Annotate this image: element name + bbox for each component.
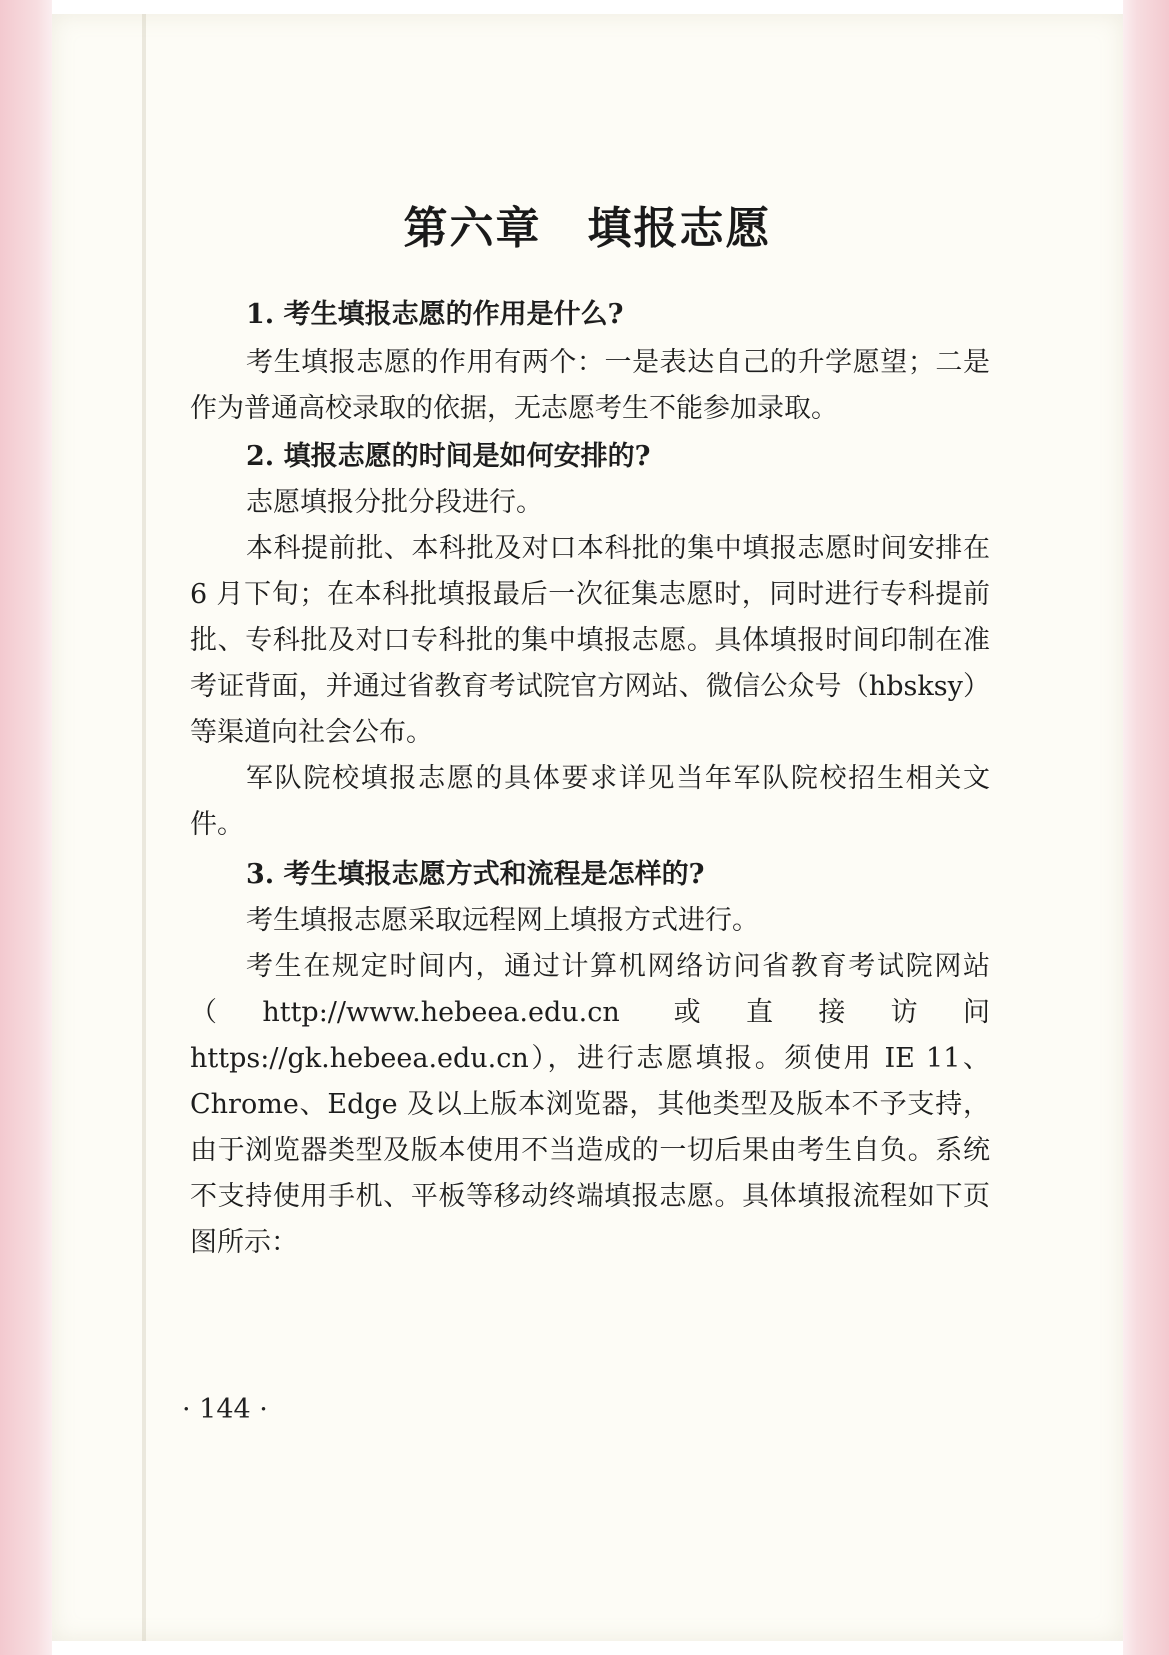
page-sheet [52, 14, 1123, 1641]
section-2 [190, 438, 990, 476]
section-3-body [190, 898, 990, 1266]
paragraph: 考生填报志愿采取远程网上填报方式进行。 [246, 905, 759, 936]
paragraph: 本科提前批、本科批及对口本科批的集中填报志愿时间安排在 6 月下旬；在本科批填报最后一次征集志愿时，同时进行专科提前批、专科批及对口专科批的集中填报志愿。具体填报时间印制在准考证背面，并通过省教育考试院官方网站、微信公众号（hbsksy）等渠道向社会公布。 [190, 533, 990, 748]
section-1 [190, 296, 990, 334]
paragraph: 考生在规定时间内，通过计算机网络访问省教育考试院网站（http://www.hebeea.edu.cn 或直接访问 https://gk.hebeea.edu.cn），进行志愿填报。须使用 IE 11、Chrome、Edge 及以上版本浏览器，其他类型及版本不予支持，由于浏览器类型及版本使用不当造成的一切后果由考生自负。系统不支持使用手机、平板等移动终端填报志愿。具体填报流程如下页图所示： [190, 951, 990, 1258]
paragraph: 军队院校填报志愿的具体要求详见当年军队院校招生相关文件。 [190, 763, 990, 840]
page-number: · 144 · [182, 1394, 268, 1425]
page-fold-shadow [142, 14, 146, 1641]
section-3 [190, 856, 990, 894]
left-page-edge [0, 0, 52, 1655]
right-page-edge [1123, 0, 1169, 1655]
paragraph: 志愿填报分批分段进行。 [246, 487, 543, 518]
paragraph: 考生填报志愿的作用有两个：一是表达自己的升学愿望；二是作为普通高校录取的依据，无志愿考生不能参加录取。 [190, 347, 990, 424]
section-1-body [190, 340, 990, 432]
section-2-body [190, 480, 990, 848]
section-question: 1. 考生填报志愿的作用是什么? [246, 299, 624, 330]
section-question: 3. 考生填报志愿方式和流程是怎样的? [246, 859, 705, 890]
chapter-title: 第六章 填报志愿 [403, 203, 772, 254]
section-question: 2. 填报志愿的时间是如何安排的? [246, 441, 651, 472]
